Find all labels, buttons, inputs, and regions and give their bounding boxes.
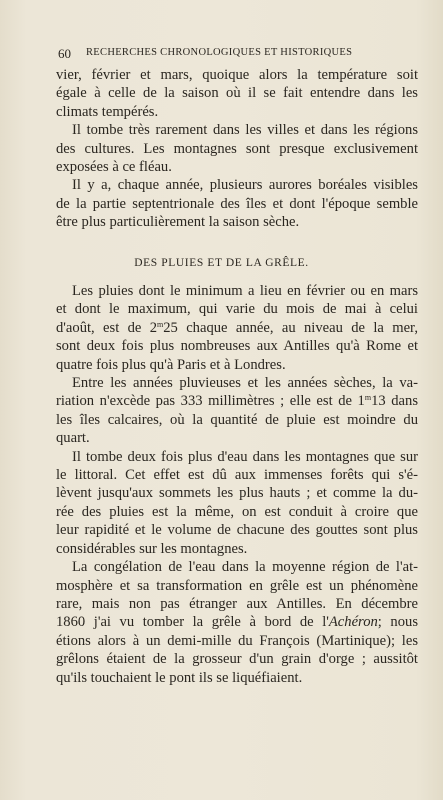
bottom-text-block [56, 282, 418, 687]
text-line: mosphère et sa transformation en grêle est un phénomène [56, 577, 418, 594]
text-segment: ; nous [377, 614, 418, 631]
text-segment: d'août, est de 2 [56, 319, 158, 336]
text-line: de la partie septentrionale des îles et dont l'époque semble [56, 195, 418, 212]
text-line: le littoral. Cet effet est dû aux immenses forêts qui s'é- [56, 467, 418, 484]
text-segment: 1860 j'ai vu tomber la grêle à bord de l' [56, 614, 329, 631]
unit-superscript: m [157, 319, 164, 329]
paragraph-thunder-season [56, 66, 418, 121]
text-line: vier, février et mars, quoique alors la température soit [56, 67, 418, 83]
text-line [56, 392, 418, 410]
text-segment: 25 chaque année, au niveau de la mer, [163, 319, 418, 336]
text-line: considérables sur les montagnes. [56, 540, 248, 557]
text-line: être plus particulièrement la saison sèche. [56, 214, 300, 231]
text-segment: 13 dans [371, 393, 419, 410]
text-line: égale à celle de la saison où il se fait entendre dans les [56, 85, 418, 102]
text-line: rée des pluies est la même, on est conduit à croire que [56, 503, 418, 520]
ship-name: Achéron [328, 614, 378, 631]
text-line [56, 613, 418, 631]
text-line: lèvent jusqu'aux sommets les plus hauts ; et comme la du- [56, 485, 418, 502]
text-line: sont deux fois plus nombreuses aux Antilles qu'à Rome et [56, 338, 418, 355]
page-header [58, 46, 419, 62]
text-line: Entre les années pluvieuses et les années sèches, la va- [72, 375, 418, 392]
text-line: et dont le maximum, qui varie du mois de mai à celui [56, 301, 418, 318]
paragraph-rain-amounts [56, 282, 418, 374]
top-text-block [56, 66, 418, 232]
text-line: qu'ils touchaient le pont ils se liquéfiaient. [56, 669, 303, 686]
text-segment: riation n'excède pas 333 millimètres ; elle est de 1 [56, 393, 365, 410]
text-line: leur rapidité et le volume de chacune des gouttes sont plus [56, 522, 418, 539]
text-line: quatre fois plus qu'à Paris et à Londres. [56, 356, 286, 373]
text-line: quart. [56, 430, 90, 447]
text-line: étions alors à un demi-mille du François (Martinique); les [56, 632, 418, 649]
text-line: grêlons étaient de la grosseur d'un grain d'orge ; aussitôt [56, 651, 418, 668]
text-line: Il tombe deux fois plus d'eau dans les montagnes que sur [72, 448, 418, 465]
text-line [56, 319, 418, 337]
paragraph-hail-formation [56, 558, 418, 687]
paragraph-rain-variation [56, 374, 418, 448]
section-heading: DES PLUIES ET DE LA GRÊLE. [134, 257, 309, 269]
text-line: exposées à ce fléau. [56, 159, 172, 176]
text-line: Les pluies dont le minimum a lieu en février ou en mars [72, 283, 418, 299]
text-line: La congélation de l'eau dans la moyenne région de l'at- [72, 559, 418, 576]
unit-superscript: m [364, 393, 372, 403]
page-number: 60 [58, 46, 71, 61]
paragraph-hail-rarity [56, 121, 418, 176]
paragraph-aurora [56, 176, 418, 231]
text-line: Il tombe très rarement dans les villes et dans les régions [72, 122, 418, 139]
running-head: RECHERCHES CHRONOLOGIQUES ET HISTORIQUES [86, 47, 353, 58]
text-line: climats tempérés. [56, 103, 159, 120]
paragraph-mountain-rain [56, 448, 418, 558]
text-line: rare, mais non pas étranger aux Antilles. En décembre [56, 595, 418, 612]
text-line: Il y a, chaque année, plusieurs aurores boréales visibles [72, 177, 418, 194]
text-line: des cultures. Les montagnes sont presque exclusivement [56, 140, 418, 157]
text-line: les îles calcaires, où la quantité de pluie est moindre du [56, 411, 418, 428]
